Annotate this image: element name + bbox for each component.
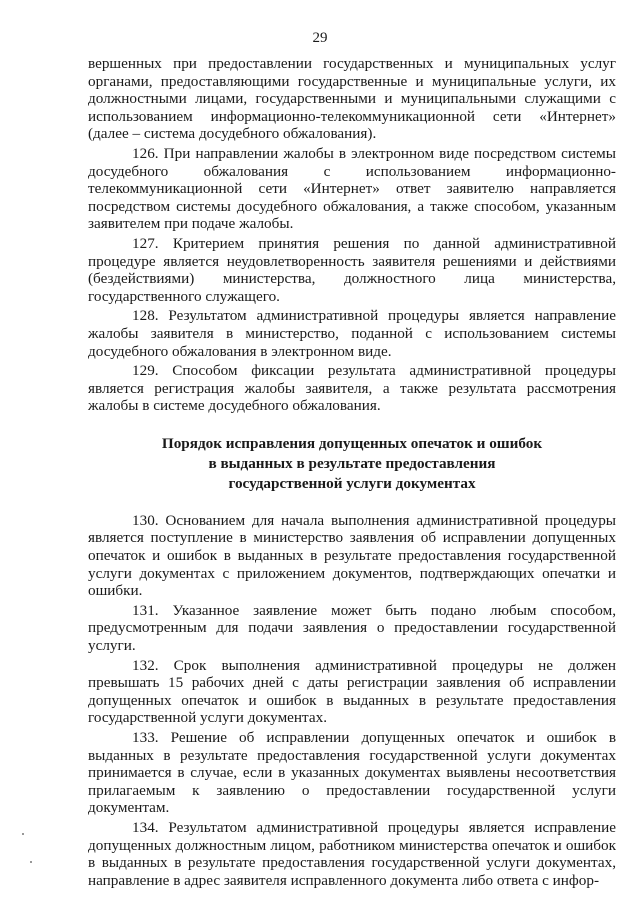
page-number: 29: [312, 30, 328, 46]
scan-speck: [22, 833, 24, 835]
paragraph-126: 126. При направлении жалобы в электронном виде посредством системы досудебного обжалования с использованием информационно-телекоммуникационной сети «Интернет» ответ заявителю направляется посредством системы досудебного обжалования, а также способом, указанным заявителем при подаче жалобы.: [88, 144, 616, 233]
section-heading-line-1: Порядок исправления допущенных опечаток и ошибок: [161, 434, 543, 452]
paragraph-131: 131. Указанное заявление может быть подано любым способом, предусмотренным для подачи заявления о предоставлении государственной услуги.: [88, 601, 616, 655]
paragraph-132: 132. Срок выполнения административной процедуры не должен превышать 15 рабочих дней с даты регистрации заявления об исправлении допущенных опечаток и ошибок в выданных в результате предоставления государственной услуги документах.: [88, 656, 616, 727]
document-body: [88, 55, 616, 889]
paragraph-130: 130. Основанием для начала выполнения административной процедуры является поступление в министерство заявления об исправлении допущенных опечаток и ошибок в выданных в результате предоставления государственной услуги документах с приложением документов, подтверждающих опечатки и ошибки.: [88, 511, 616, 600]
paragraph-128: 128. Результатом административной процедуры является направление жалобы заявителя в министерство, поданной с использованием системы досудебного обжалования в электронном виде.: [88, 307, 616, 360]
paragraph-129: 129. Способом фиксации результата административной процедуры является регистрация жалобы заявителя, а также результата рассмотрения жалобы в системе досудебного обжалования.: [88, 362, 616, 415]
paragraph-127: 127. Критерием принятия решения по данной административной процедуре является неудовлетворенность заявителя решениями и действиями (бездействиями) министерства, должностного лица министерства, государственного служащего.: [88, 234, 616, 305]
paragraph-continuation: вершенных при предоставлении государственных и муниципальных услуг органами, предоставляющими государственные и муниципальные услуги, их должностными лицами, государственными и муниципальными служащими с использованием информационно-телекоммуникационной сети «Интернет» (далее – система досудебного обжалования).: [88, 55, 616, 143]
section-heading-line-3: государственной услуги документах: [228, 474, 476, 492]
paragraph-133: 133. Решение об исправлении допущенных опечаток и ошибок в выданных в результате предоставления государственной услуги документах принимается в случае, если в указанных документах выявлены несоответствия прилагаемым к заявлению о предоставлении государственной услуги документам.: [88, 729, 616, 817]
section-heading: [88, 434, 616, 494]
paragraph-134: 134. Результатом административной процедуры является исправление допущенных должностным лицом, работником министерства опечаток и ошибок в выданных в результате предоставления государственной услуги документах, направление в адрес заявителя исправленного документа либо ответа с инфор-: [88, 818, 616, 889]
scan-speck: [30, 861, 32, 863]
section-heading-line-2: в выданных в результате предоставления: [208, 454, 496, 472]
